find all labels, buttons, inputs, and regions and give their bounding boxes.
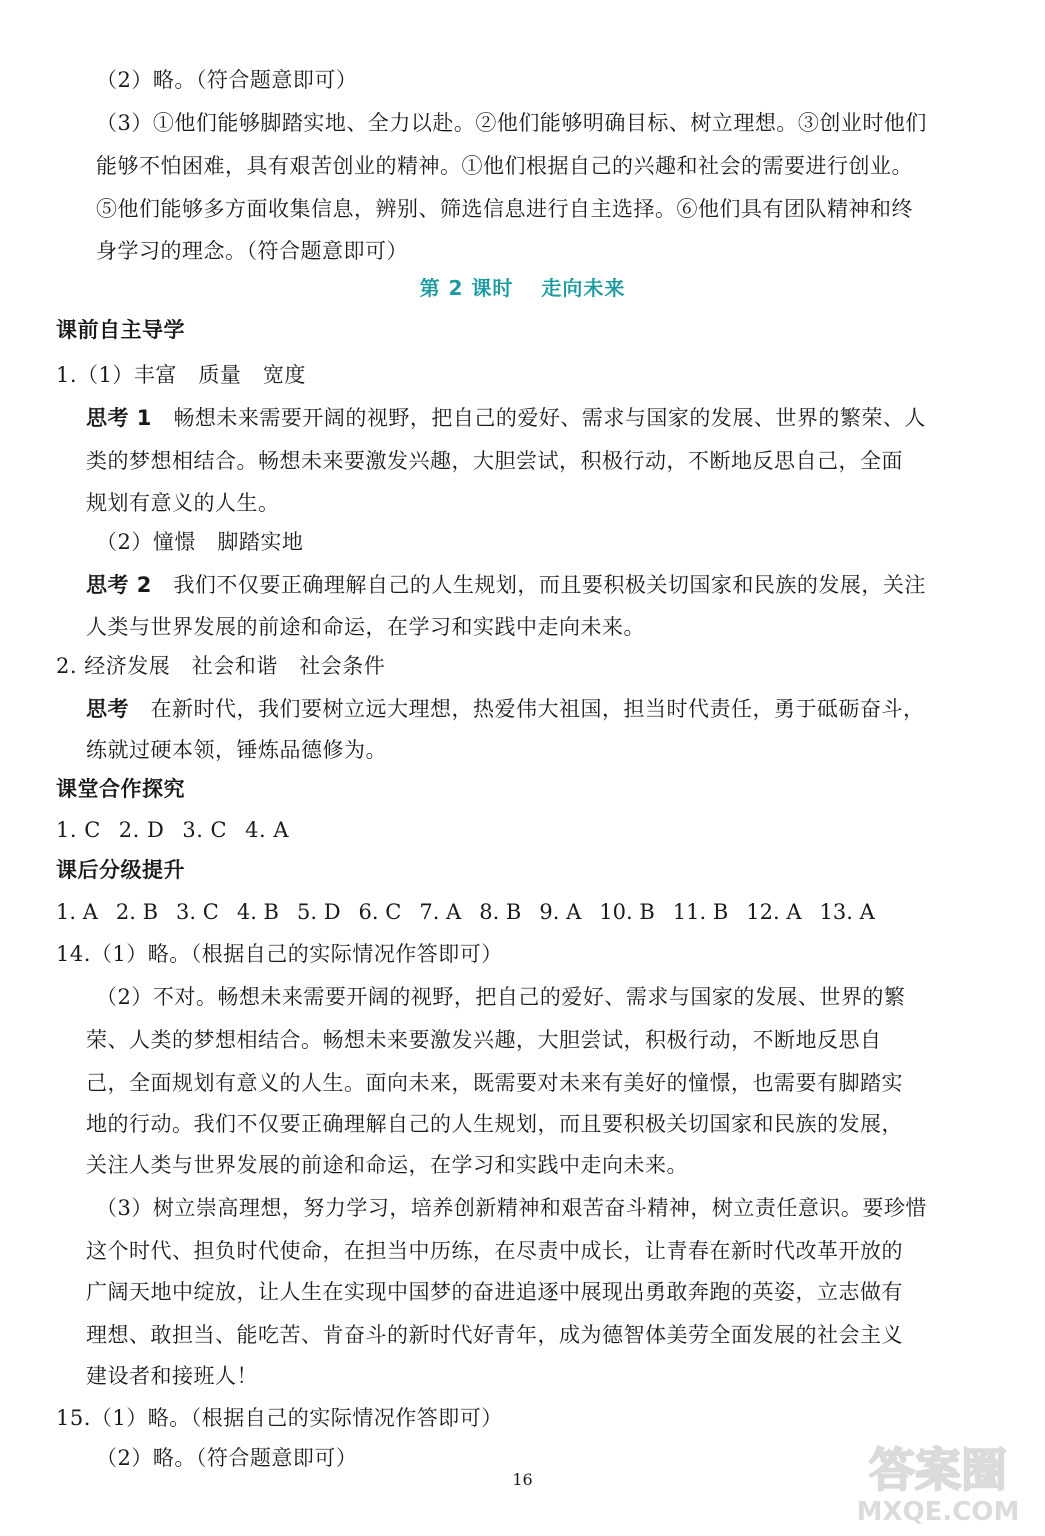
answer-line: 己，全面规划有意义的人生。面向未来，既需要对未来有美好的憧憬，也需要有脚踏实	[86, 1071, 903, 1095]
answer-item: 5. D	[296, 900, 341, 924]
think-label: 思考 1	[86, 406, 152, 430]
watermark-url: MXQE.COM	[856, 1497, 1020, 1527]
watermark-text: 答案圈	[869, 1443, 1007, 1497]
lesson-title	[0, 272, 1045, 301]
answer-line: 14.（1）略。（根据自己的实际情况作答即可）	[56, 942, 503, 966]
answer-list	[56, 897, 875, 927]
answer-line: 15.（1）略。（根据自己的实际情况作答即可）	[56, 1406, 503, 1430]
think-paragraph	[86, 694, 925, 724]
think-text: 在新时代，我们要树立远大理想，热爱伟大祖国，担当时代责任，勇于砥砺奋斗，	[150, 697, 925, 721]
answer-line: （2）不对。畅想未来需要开阔的视野，把自己的爱好、需求与国家的发展、世界的繁	[96, 985, 906, 1009]
answer-line: （2）略。（符合题意即可）	[96, 68, 358, 92]
answer-line: （3）树立崇高理想，努力学习，培养创新精神和艰苦奋斗精神，树立责任意识。要珍惜	[96, 1196, 927, 1220]
section-heading: 课堂合作探究	[56, 777, 185, 801]
answer-item: 9. A	[539, 900, 582, 924]
answer-line: 荣、人类的梦想相结合。畅想未来要激发兴趣，大胆尝试，积极行动，不断地反思自	[86, 1028, 882, 1052]
answer-line: （2）憧憬 脚踏实地	[96, 530, 304, 554]
answer-item: 11. B	[672, 900, 729, 924]
answer-line: 地的行动。我们不仅要正确理解自己的人生规划，而且要积极关切国家和民族的发展，	[86, 1112, 903, 1136]
answer-line: 身学习的理念。（符合题意即可）	[96, 239, 408, 263]
answer-line: 这个时代、担负时代使命，在担当中历练，在尽责中成长，让青春在新时代改革开放的	[86, 1239, 903, 1263]
answer-line: 2. 经济发展 社会和谐 社会条件	[56, 654, 386, 678]
answer-line: 1.（1）丰富 质量 宽度	[56, 363, 306, 387]
answer-line: 类的梦想相结合。畅想未来要激发兴趣，大胆尝试，积极行动，不断地反思自己，全面	[86, 449, 903, 473]
lesson-number: 第 2 课时	[419, 276, 514, 300]
section-heading: 课前自主导学	[56, 318, 185, 342]
answer-item: 4. A	[245, 818, 290, 842]
answer-line: 建设者和接班人！	[86, 1364, 258, 1388]
page-number: 16	[512, 1470, 533, 1489]
answer-item: 12. A	[746, 900, 802, 924]
think-text: 我们不仅要正确理解自己的人生规划，而且要积极关切国家和民族的发展，关注	[173, 573, 926, 597]
answer-item: 7. A	[419, 900, 462, 924]
answer-line: （3）①他们能够脚踏实地、全力以赴。②他们能够明确目标、树立理想。③创业时他们	[96, 111, 927, 135]
answer-item: 3. C	[182, 818, 228, 842]
answer-line: 练就过硬本领，锤炼品德修为。	[86, 738, 387, 762]
answer-line: 能够不怕困难，具有艰苦创业的精神。①他们根据自己的兴趣和社会的需要进行创业。	[96, 154, 913, 178]
answer-line: （2）略。（符合题意即可）	[96, 1446, 358, 1470]
watermark-logo	[853, 1428, 1023, 1528]
answer-item: 10. B	[599, 900, 655, 924]
section-heading: 课后分级提升	[56, 858, 185, 882]
answer-line: 规划有意义的人生。	[86, 491, 280, 515]
answer-item: 2. D	[118, 818, 165, 842]
answer-item: 6. C	[358, 900, 402, 924]
think-text: 畅想未来需要开阔的视野，把自己的爱好、需求与国家的发展、世界的繁荣、人	[173, 406, 926, 430]
answer-line: 人类与世界发展的前途和命运，在学习和实践中走向未来。	[86, 615, 645, 639]
answer-line: 关注人类与世界发展的前途和命运，在学习和实践中走向未来。	[86, 1153, 688, 1177]
answer-item: 1. A	[56, 900, 98, 924]
think-paragraph	[86, 403, 926, 433]
think-label: 思考	[86, 697, 129, 721]
lesson-name: 走向未来	[541, 276, 626, 300]
answer-line: 广阔天地中绽放，让人生在实现中国梦的奋进追逐中展现出勇敢奔跑的英姿，立志做有	[86, 1280, 903, 1304]
answer-item: 2. B	[115, 900, 159, 924]
answer-line: 理想、敢担当、能吃苦、肯奋斗的新时代好青年，成为德智体美劳全面发展的社会主义	[86, 1323, 903, 1347]
answer-item: 8. B	[479, 900, 522, 924]
answer-line: ⑤他们能够多方面收集信息，辨别、筛选信息进行自主选择。⑥他们具有团队精神和终	[96, 197, 913, 221]
answer-item: 13. A	[819, 900, 875, 924]
answer-item: 1. C	[56, 818, 101, 842]
answer-item: 3. C	[176, 900, 219, 924]
answer-list	[56, 815, 307, 845]
think-paragraph	[86, 570, 926, 600]
answer-item: 4. B	[236, 900, 279, 924]
think-label: 思考 2	[86, 573, 152, 597]
